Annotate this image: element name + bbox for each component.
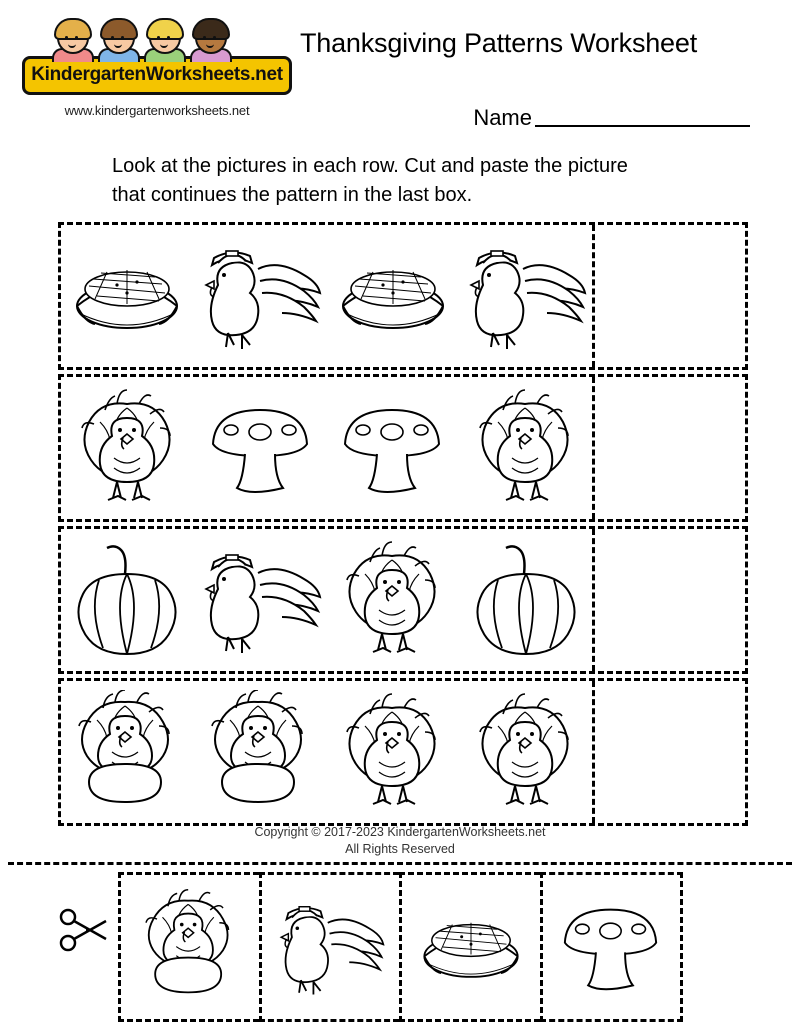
pattern-cell: [327, 529, 460, 671]
answer-box[interactable]: [592, 225, 745, 367]
turkey-icon: [468, 692, 583, 812]
answer-box[interactable]: [592, 529, 745, 671]
instructions: [112, 152, 732, 210]
copyright-block: [0, 824, 800, 858]
mushroom-icon: [203, 396, 318, 501]
turkey-pilgrim-icon: [198, 239, 323, 354]
page-header: [0, 0, 800, 140]
mushroom-icon: [335, 396, 450, 501]
cut-out-item[interactable]: [399, 872, 540, 1022]
turkey-pilgrim-icon: [274, 895, 386, 1000]
logo-text-net: .net: [250, 64, 283, 85]
turkey-sitting-icon: [200, 690, 320, 815]
pattern-cell: [459, 225, 592, 367]
pattern-cell: [194, 681, 327, 823]
instruction-line-1: Look at the pictures in each row. Cut and paste the picture: [112, 155, 628, 177]
turkey-sitting-icon: [67, 690, 187, 815]
kid-icon: [188, 20, 234, 62]
rights-text: All Rights Reserved: [345, 841, 455, 856]
mushroom-icon: [555, 896, 667, 998]
scissors-icon: [58, 905, 110, 955]
pattern-cell: [194, 377, 327, 519]
cut-out-item[interactable]: [118, 872, 259, 1022]
pattern-cell: [61, 681, 194, 823]
pattern-rows: [58, 222, 748, 830]
cut-dashed-line: [8, 862, 792, 865]
answer-box[interactable]: [592, 377, 745, 519]
pattern-row: [58, 222, 748, 370]
logo-text-kindergarten: Kindergarten: [31, 64, 146, 85]
kid-icon: [142, 20, 188, 62]
pattern-cell: [459, 377, 592, 519]
turkey-icon: [335, 540, 450, 660]
pattern-cell: [327, 377, 460, 519]
pattern-cell: [327, 225, 460, 367]
kids-illustration: [50, 20, 260, 62]
turkey-icon: [468, 388, 583, 508]
kid-icon: [96, 20, 142, 62]
instruction-line-2: that continues the pattern in the last box.: [112, 184, 473, 206]
pattern-cell: [194, 225, 327, 367]
cut-out-item[interactable]: [259, 872, 400, 1022]
pattern-row: [58, 526, 748, 674]
pattern-cell: [61, 377, 194, 519]
pie-icon: [415, 905, 527, 989]
answer-box[interactable]: [592, 681, 745, 823]
cut-out-strip: [118, 872, 683, 1022]
pattern-cell: [327, 681, 460, 823]
pattern-cell: [459, 681, 592, 823]
name-blank-line[interactable]: [535, 105, 750, 127]
pie-icon: [333, 251, 453, 341]
name-label: Name: [473, 105, 532, 130]
kid-icon: [50, 20, 96, 62]
cut-out-item[interactable]: [540, 872, 684, 1022]
name-field[interactable]: [473, 105, 750, 131]
pattern-cell: [459, 529, 592, 671]
turkey-pilgrim-icon: [463, 239, 588, 354]
pattern-cell: [61, 225, 194, 367]
site-logo[interactable]: [22, 20, 292, 118]
pumpkin-icon: [466, 540, 586, 660]
pumpkin-icon: [67, 540, 187, 660]
site-url: www.kindergartenworksheets.net: [64, 103, 250, 118]
turkey-sitting-icon: [135, 888, 245, 1006]
pie-icon: [67, 251, 187, 341]
pattern-row: [58, 678, 748, 826]
pattern-cell: [61, 529, 194, 671]
turkey-icon: [335, 692, 450, 812]
logo-text-worksheets: Worksheets: [145, 64, 251, 85]
turkey-pilgrim-icon: [198, 543, 323, 658]
page-title: Thanksgiving Patterns Worksheet: [300, 28, 697, 58]
pattern-cell: [194, 529, 327, 671]
turkey-icon: [70, 388, 185, 508]
pattern-row: [58, 374, 748, 522]
copyright-text: Copyright © 2017-2023 KindergartenWorksheets.net: [254, 825, 546, 839]
